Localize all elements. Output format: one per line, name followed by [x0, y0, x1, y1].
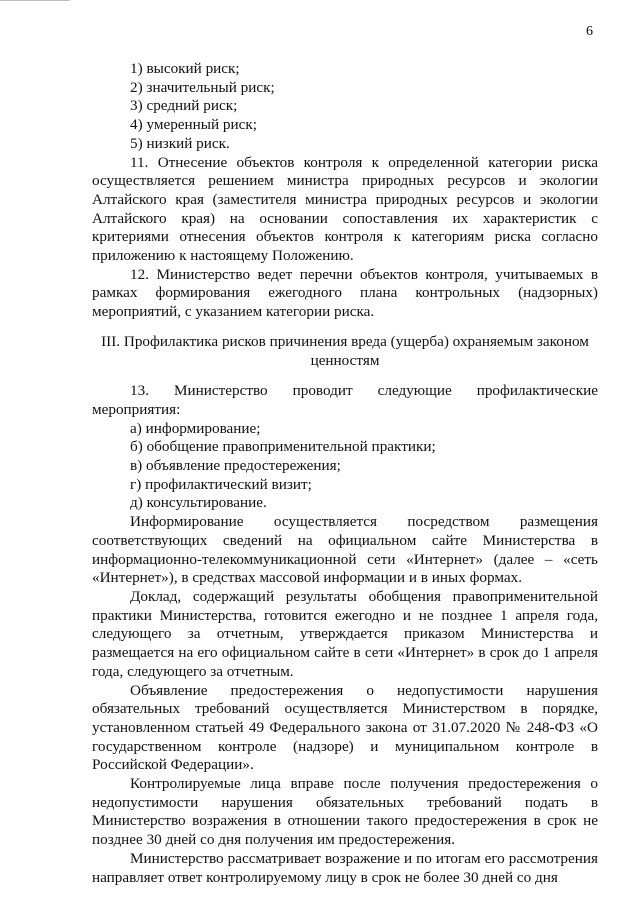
paragraph-12: 12. Министерство ведет перечни объектов контроля, учитываемых в рамках формирования ежегодного плана контрольных (надзорных) мероприятий, с указанием категории риска.	[92, 265, 598, 321]
risk-list-item: 5) низкий риск.	[130, 134, 230, 152]
document-body	[92, 60, 598, 887]
paragraph-objection: Контролируемые лица вправе после получения предостережения о недопустимости нарушения обязательных требований подать в Министерство возражения в отношении такого предостережения в срок не позднее 30 дней со дня получения им предостережения.	[92, 775, 598, 849]
paragraph-report: Доклад, содержащий результаты обобщения правоприменительной практики Министерства, готовится ежегодно и не позднее 1 апреля года, следующего за отчетным, утверждается приказом Министерства и размещается на его официальном сайте в сети «Интернет» в срок до 1 апреля года, следующего за отчетным.	[92, 587, 598, 680]
measure-list-item: г) профилактический визит;	[130, 475, 312, 493]
top-edge-line	[0, 0, 70, 1]
risk-list-item: 3) средний риск;	[130, 97, 238, 115]
paragraph-warning: Объявление предостережения о недопустимости нарушения обязательных требований осуществляется Министерством в порядке, установленном статьей 49 Федерального закона от 31.07.2020 № 248-ФЗ «О государственном контроле (надзоре) и муниципальном контроле в Российской Федерации».	[92, 681, 598, 774]
section-heading: III. Профилактика рисков причинения вреда (ущерба) охраняемым законом ценностям	[101, 332, 589, 369]
measure-list-item: в) объявление предостережения;	[130, 457, 341, 475]
risk-list-item: 4) умеренный риск;	[130, 116, 257, 134]
paragraph-informing: Информирование осуществляется посредством размещения соответствующих сведений на официальном сайте Министерства в информационно-телекоммуникационной сети «Интернет» (далее – «сеть «Интернет»), в средствах массовой информации и в иных формах.	[92, 513, 598, 587]
page-number: 6	[586, 24, 593, 39]
paragraph-13: 13. Министерство проводит следующие профилактические мероприятия:	[92, 382, 598, 418]
measure-list-item: д) консультирование.	[130, 494, 267, 512]
risk-list-item: 1) высокий риск;	[130, 60, 240, 77]
paragraph-review: Министерство рассматривает возражение и по итогам его рассмотрения направляет ответ контролируемому лицу в срок не более 30 дней со дня	[92, 849, 598, 886]
risk-list-item: 2) значительный риск;	[130, 78, 275, 96]
paragraph-11: 11. Отнесение объектов контроля к определенной категории риска осуществляется решением министра природных ресурсов и экологии Алтайского края (заместителя министра природных ресурсов и экологии Алтайского края) на основании сопоставления их характеристик с критериями отнесения объектов контроля к категориям риска согласно приложению к настоящему Положению.	[92, 153, 598, 265]
measure-list-item: а) информирование;	[130, 419, 261, 437]
measure-list-item: б) обобщение правоприменительной практики;	[130, 438, 436, 456]
